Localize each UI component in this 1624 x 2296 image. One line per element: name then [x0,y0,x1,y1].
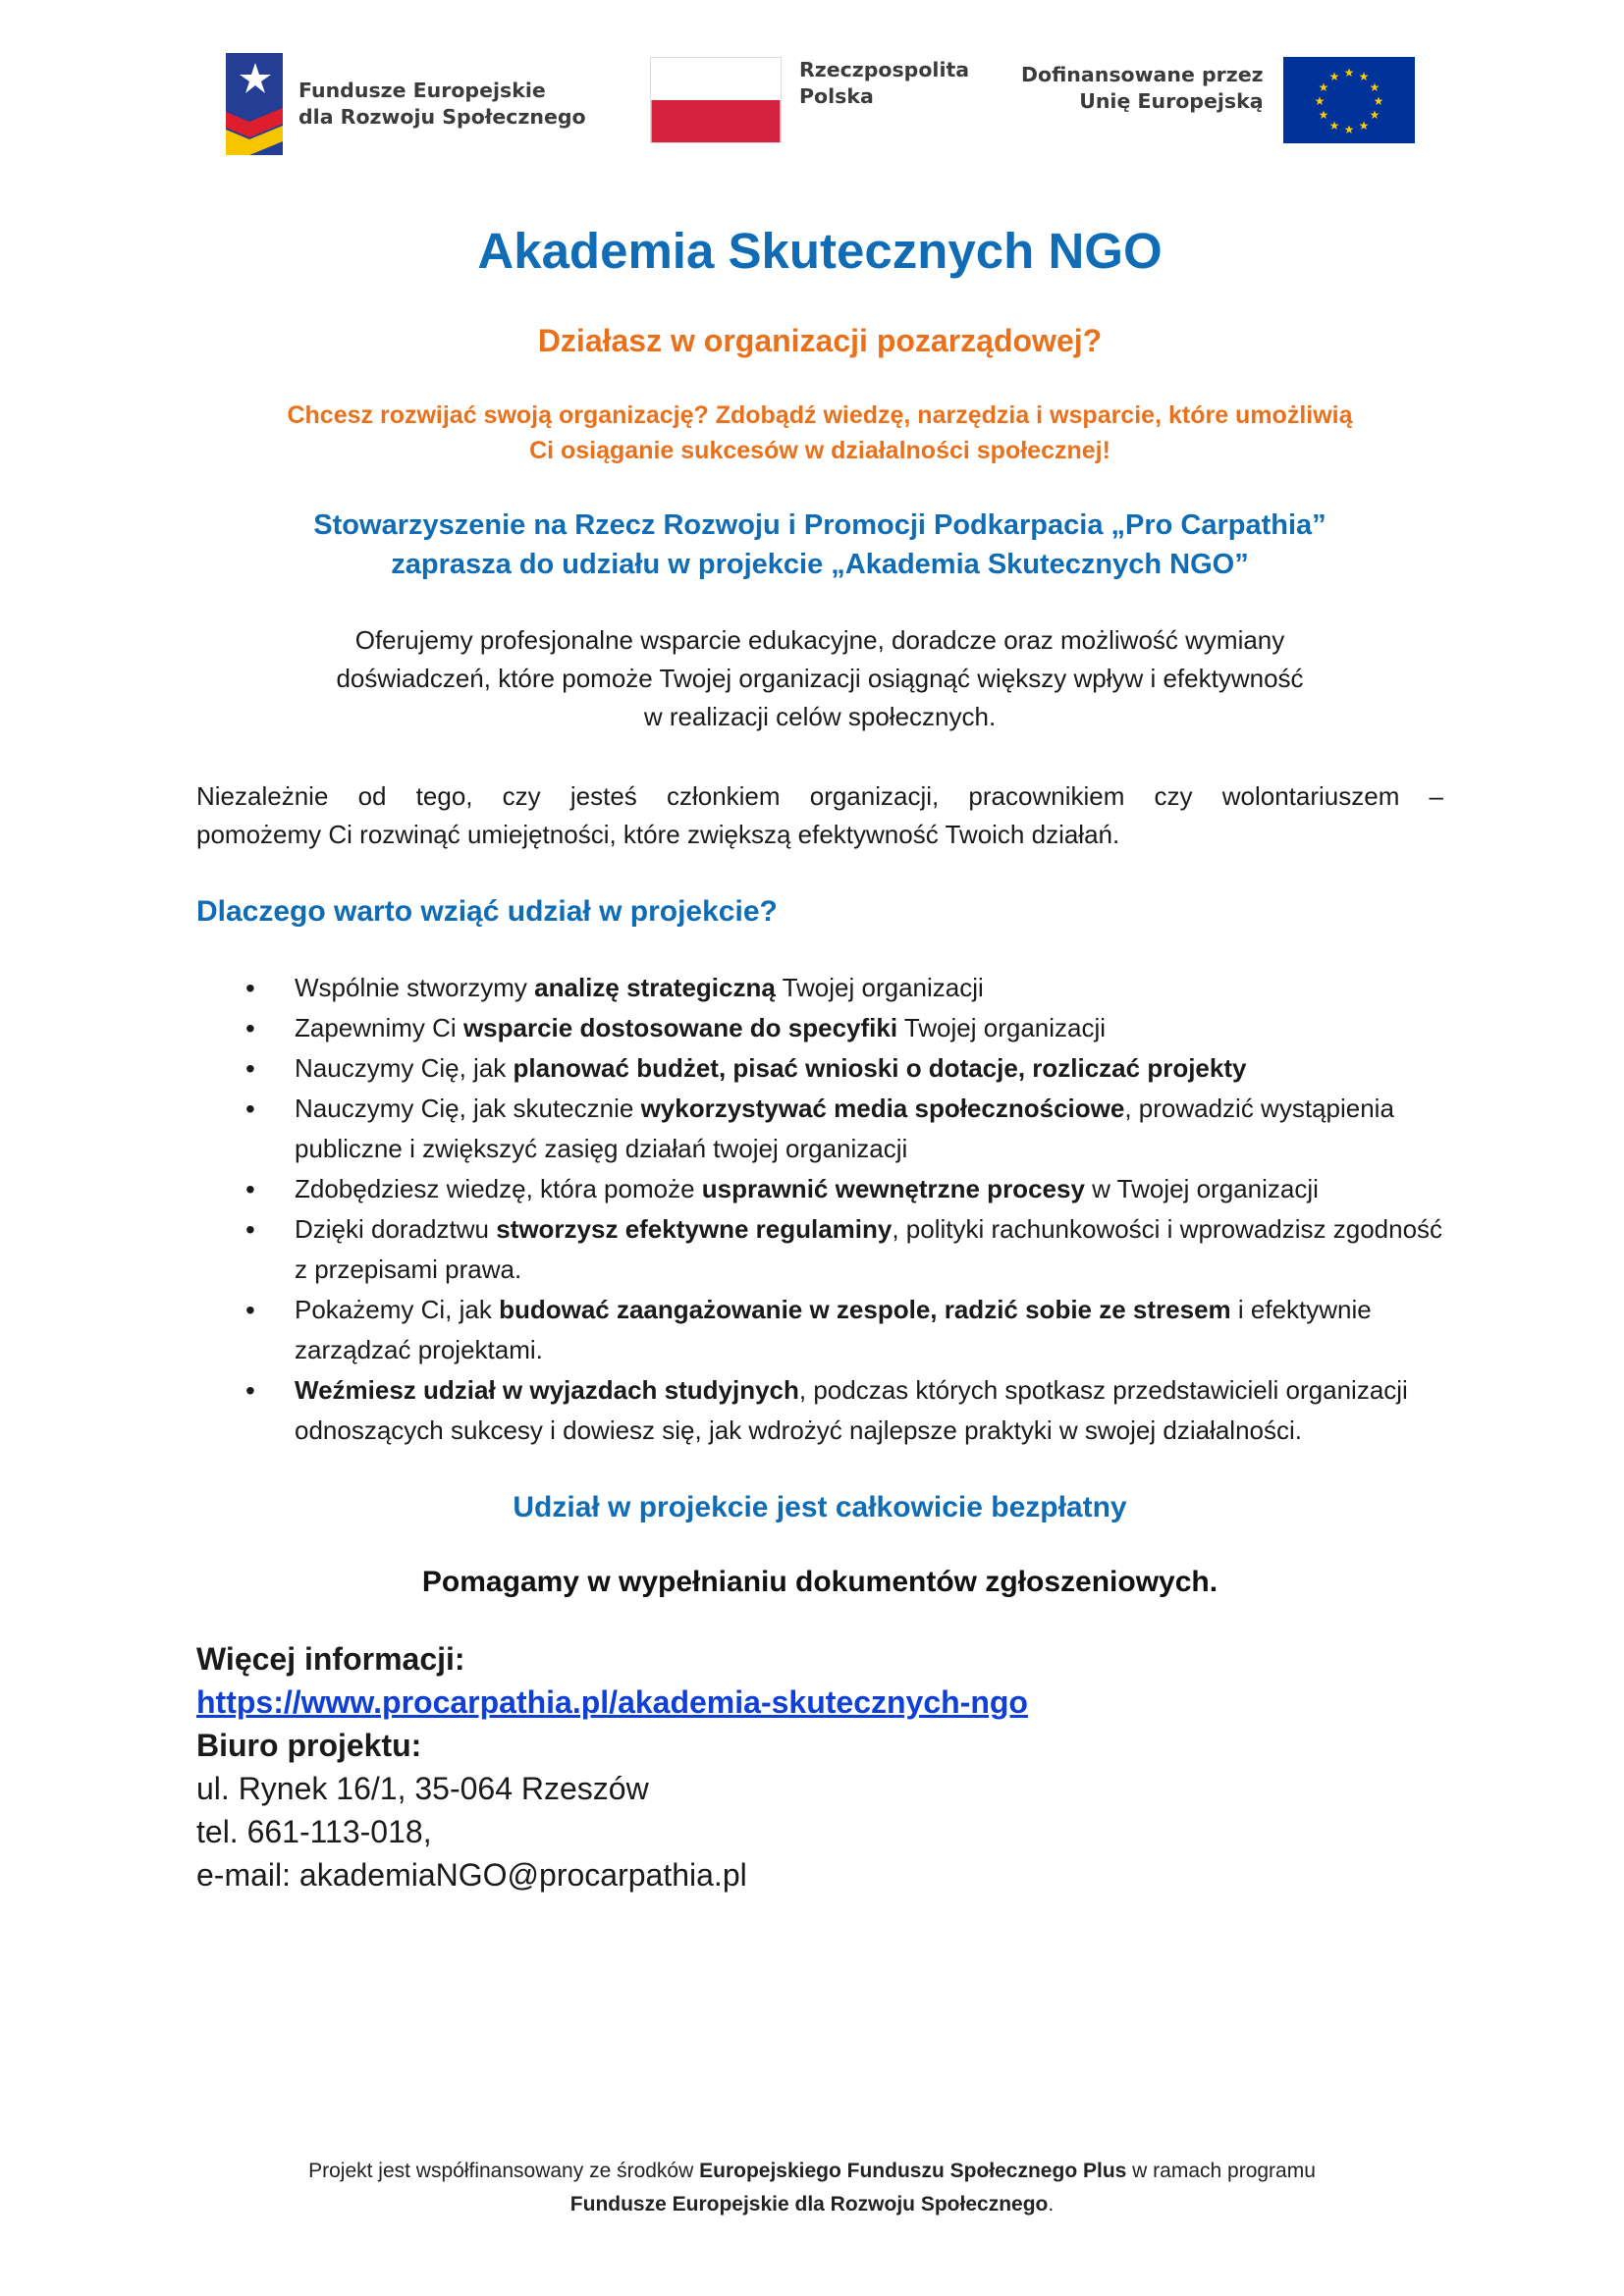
pl-logo [650,53,969,143]
offer-text [196,621,1443,736]
list-item: • Dzięki doradztwu stworzysz efektywne regulaminy, polityki rachunkowości i wprowadzisz zgodność z przepisami prawa. [295,1209,1443,1290]
fe-logo-line1: Fundusze Europejskie [298,79,546,102]
audience-text [196,777,1443,854]
office-email: e-mail: akademiaNGO@procarpathia.pl [196,1857,747,1893]
svg-text:★: ★ [1373,94,1383,108]
svg-text:★: ★ [1328,119,1339,133]
offer-line1: Oferujemy profesjonalne wsparcie edukacyjne, doradcze oraz możliwość wymiany [354,625,1285,655]
audience-line2: pomożemy Ci rozwinąć umiejętności, które zwiększą efektywność Twoich działań. [196,820,1120,849]
eu-logo-line2: Unię Europejską [1079,89,1264,113]
list-item: • Pokażemy Ci, jak budować zaangażowanie w zespole, radzić sobie ze stresem i efektywnie zarządzać projektami. [295,1290,1443,1370]
more-info-label: Więcej informacji: [196,1641,465,1677]
list-item: • Nauczymy Cię, jak planować budżet, pisać wnioski o dotacje, rozliczać projekty [295,1048,1443,1089]
list-item: • Zdobędziesz wiedzę, która pomoże usprawnić wewnętrzne procesy w Twojej organizacji [295,1169,1443,1209]
polish-flag-icon [650,57,782,143]
eu-logo-line1: Dofinansowane przez [1021,63,1264,86]
svg-text:★: ★ [1314,94,1325,108]
svg-text:★: ★ [1343,123,1354,136]
question-heading: Działasz w organizacji pozarządowej? [537,323,1103,358]
svg-text:★: ★ [1369,80,1380,94]
invitation-text [196,506,1443,584]
office-address: ul. Rynek 16/1, 35-064 Rzeszów [196,1771,649,1806]
list-item: • Nauczymy Cię, jak skutecznie wykorzystywać media społecznościowe, prowadzić wystąpienia publiczne i zwiększyć zasięg działań twojej organizacji [295,1089,1443,1169]
invitation-line2: zaprasza do udziału w projekcie „Akademia Skutecznych NGO” [391,549,1249,580]
why-heading: Dlaczego warto wziąć udział w projekcie? [196,895,778,928]
list-item: • Weźmiesz udział w wyjazdach studyjnych, podczas których spotkasz przedstawicieli organizacji odnoszących sukcesy i dowiesz się, jak wdrożyć najlepsze praktyki w swojej działalności. [295,1370,1443,1451]
list-item: • Zapewnimy Ci wsparcie dostosowane do specyfiki Twojej organizacji [295,1008,1443,1048]
fe-logo-line2: dla Rozwoju Społecznego [298,105,586,129]
logo-bar [226,53,1424,161]
footer-fund-name: Europejskiego Funduszu Społecznego Plus [699,2160,1127,2182]
office-label: Biuro projektu: [196,1728,422,1763]
invitation-line1: Stowarzyszenie na Rzecz Rozwoju i Promocji Podkarpacia „Pro Carpathia” [313,509,1326,541]
benefits-list [196,968,1443,1451]
contact-block [196,1637,1443,1896]
application-help-note: Pomagamy w wypełnianiu dokumentów zgłoszeniowych. [421,1566,1218,1598]
office-phone: tel. 661-113-018, [196,1814,432,1849]
footer-text-pre: Projekt jest współfinansowany ze środków [308,2160,700,2182]
project-website-link[interactable]: https://www.procarpathia.pl/akademia-skutecznych-ngo [196,1684,1028,1720]
free-participation-note: Udział w projekcie jest całkowicie bezpłatny [513,1491,1127,1523]
pl-logo-line1: Rzeczpospolita [799,58,970,81]
svg-text:★: ★ [1358,119,1369,133]
footer-text-mid: w ramach programu [1126,2160,1316,2182]
offer-line2: doświadczeń, które pomoże Twojej organizacji osiągnąć większy wpływ i efektywność [336,664,1304,693]
list-item: • Wspólnie stworzymy analizę strategiczną Twojej organizacji [295,968,1443,1008]
svg-text:★: ★ [1318,108,1328,122]
page-title: Akademia Skutecznych NGO [477,223,1163,279]
intro-line2: Ci osiąganie sukcesów w działalności społecznej! [529,437,1110,464]
audience-line1: Niezależnie od tego, czy jesteś członkiem organizacji, pracownikiem czy wolontariuszem – [196,781,1443,811]
svg-text:★: ★ [1318,80,1328,94]
svg-text:★: ★ [1328,70,1339,83]
footer-text-end: . [1048,2193,1055,2216]
fe-star-mark-icon [226,53,283,155]
fe-logo [226,53,586,155]
eu-flag-icon [1283,57,1415,143]
pl-logo-line2: Polska [799,84,874,108]
flyer-content [196,221,1443,1896]
intro-text [196,398,1443,468]
eu-logo [1021,53,1415,143]
svg-text:★: ★ [1343,66,1354,80]
svg-text:★: ★ [1369,108,1380,122]
footer-program-name: Fundusze Europejskie dla Rozwoju Społecznego [569,2193,1049,2216]
intro-line1: Chcesz rozwijać swoją organizację? Zdobądź wiedzę, narzędzia i wsparcie, które umożliwią [287,401,1353,429]
svg-text:★: ★ [1358,70,1369,83]
offer-line3: w realizacji celów społecznych. [643,702,997,731]
funding-footer [0,2155,1624,2221]
